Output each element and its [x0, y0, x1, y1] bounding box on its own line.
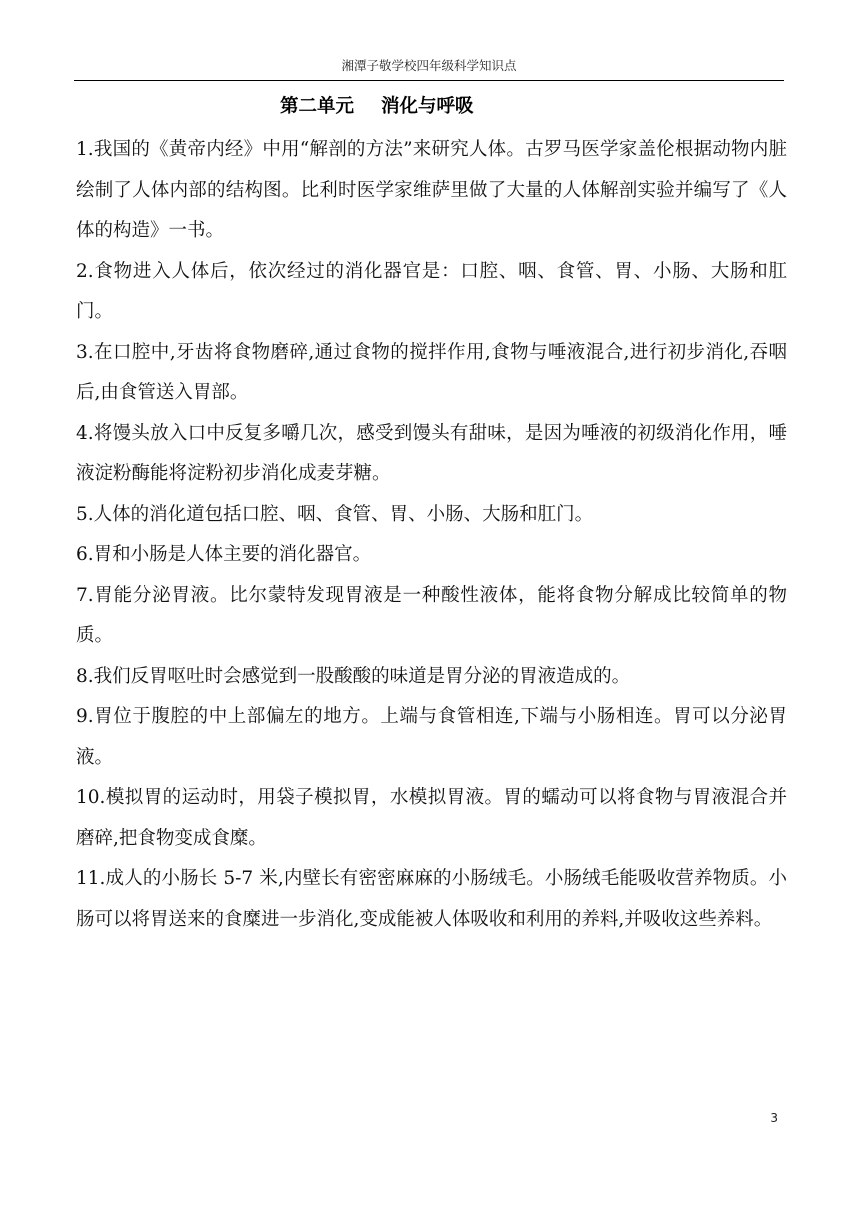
- knowledge-item-8: 8.我们反胃呕吐时会感觉到一股酸酸的味道是胃分泌的胃液造成的。: [76, 665, 631, 687]
- page-number: 3: [770, 1111, 778, 1125]
- knowledge-list: [76, 130, 787, 940]
- knowledge-item-11: 11.成人的小肠长 5-7 米,内壁长有密密麻麻的小肠绒毛。小肠绒毛能吸收营养物质。小肠可以将胃送来的食糜进一步消化,变成能被人体吸收和利用的养料,并吸收这些养料。: [76, 868, 787, 930]
- knowledge-item-10: 10.模拟胃的运动时，用袋子模拟胃，水模拟胃液。胃的蠕动可以将食物与胃液混合并磨碎,把食物变成食糜。: [76, 787, 787, 849]
- page-header: 湘潭子敬学校四年级科学知识点: [74, 58, 784, 81]
- knowledge-item-2: 2.食物进入人体后，依次经过的消化器官是：口腔、咽、食管、胃、小肠、大肠和肛门。: [76, 260, 787, 322]
- knowledge-item-4: 4.将馒头放入口中反复多嚼几次，感受到馒头有甜味，是因为唾液的初级消化作用，唾液淀粉酶能将淀粉初步消化成麦芽糖。: [76, 422, 787, 484]
- knowledge-item-9: 9.胃位于腹腔的中上部偏左的地方。上端与食管相连,下端与小肠相连。胃可以分泌胃液。: [76, 706, 787, 768]
- knowledge-item-7: 7.胃能分泌胃液。比尔蒙特发现胃液是一种酸性液体，能将食物分解成比较简单的物质。: [76, 584, 787, 646]
- knowledge-item-1: 1.我国的《黄帝内经》中用“解剖的方法”来研究人体。古罗马医学家盖伦根据动物内脏绘制了人体内部的结构图。比利时医学家维萨里做了大量的人体解剖实验并编写了《人体的构造》一书。: [76, 139, 787, 241]
- knowledge-item-5: 5.人体的消化道包括口腔、咽、食管、胃、小肠、大肠和肛门。: [76, 503, 594, 525]
- unit-title: [0, 92, 860, 120]
- knowledge-item-3: 3.在口腔中,牙齿将食物磨碎,通过食物的搅拌作用,食物与唾液混合,进行初步消化,吞咽后,由食管送入胃部。: [76, 341, 787, 403]
- knowledge-item-6: 6.胃和小肠是人体主要的消化器官。: [76, 544, 372, 565]
- unit-label: 第二单元: [280, 96, 355, 117]
- unit-topic: 消化与呼吸: [381, 96, 474, 117]
